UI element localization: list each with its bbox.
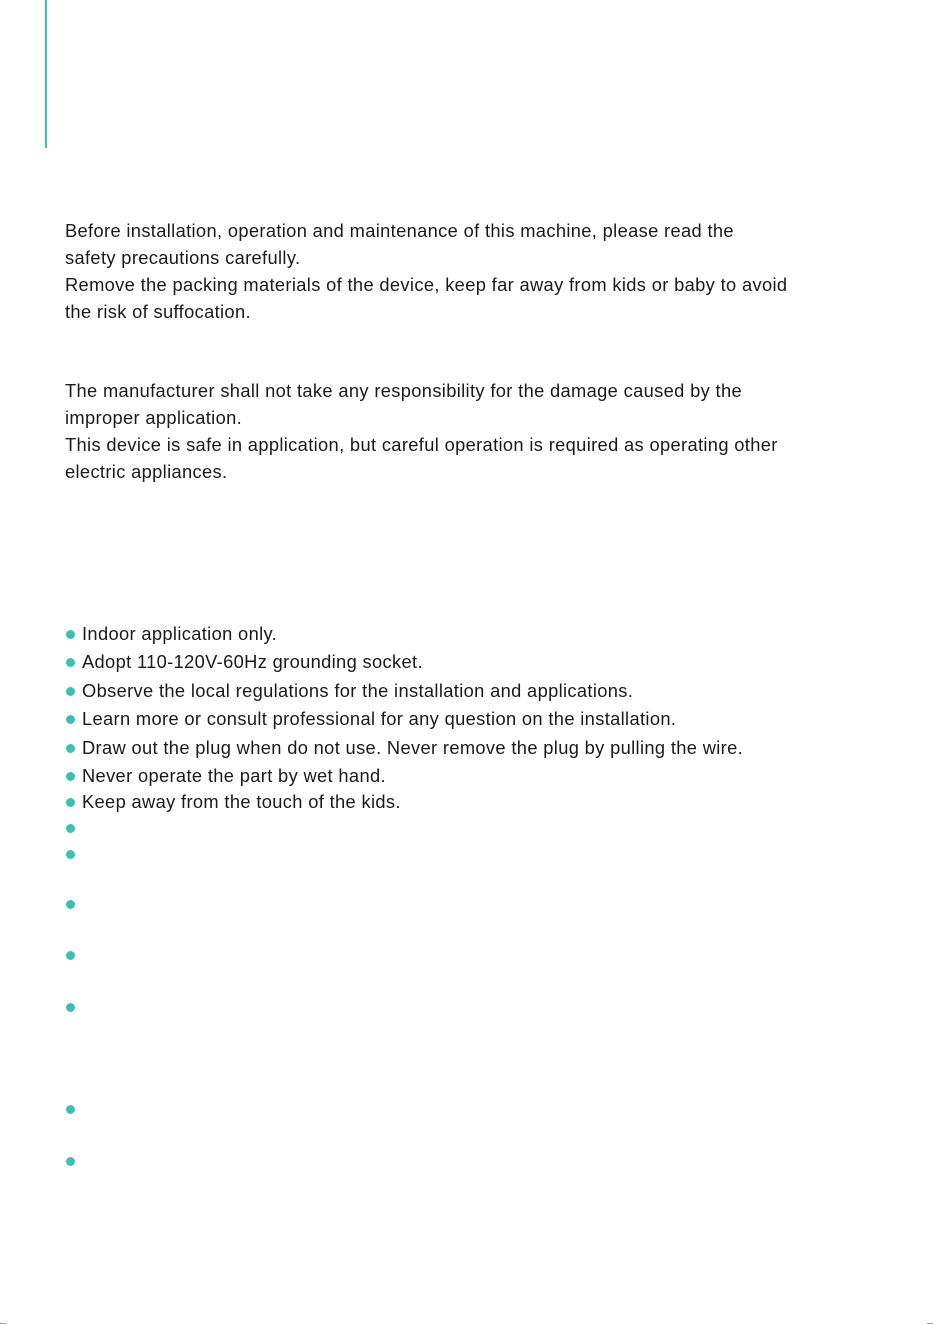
bullet-dot-icon: [66, 658, 75, 667]
precaution-item: [66, 651, 423, 673]
precaution-item: [66, 680, 633, 702]
precaution-item: [66, 817, 82, 839]
precaution-item: [66, 944, 82, 966]
precaution-item: [66, 843, 82, 865]
precaution-text: Observe the local regulations for the installation and applications.: [82, 680, 634, 701]
precaution-item: [66, 708, 676, 730]
bullet-dot-icon: [66, 850, 75, 859]
intro-line: the risk of suffocation.: [65, 301, 251, 322]
bullet-dot-icon: [66, 744, 75, 753]
precaution-text: Indoor application only.: [82, 623, 278, 644]
bullet-dot-icon: [66, 715, 75, 724]
disclaimer-line: This device is safe in application, but careful operation is required as operating other: [65, 434, 778, 455]
precaution-item: [66, 996, 82, 1018]
precaution-text: Draw out the plug when do not use. Never remove the plug by pulling the wire.: [82, 737, 744, 758]
bullet-dot-icon: [66, 951, 75, 960]
bullet-dot-icon: [66, 772, 75, 781]
precaution-item: [66, 765, 386, 787]
bullet-dot-icon: [66, 824, 75, 833]
intro-line: safety precautions carefully.: [65, 247, 301, 268]
precaution-item: [66, 737, 743, 759]
intro-paragraph: [65, 217, 787, 325]
bullet-dot-icon: [66, 798, 75, 807]
precaution-text: Keep away from the touch of the kids.: [82, 791, 401, 812]
precaution-text: Never operate the part by wet hand.: [82, 765, 386, 786]
bullet-dot-icon: [66, 630, 75, 639]
bullet-dot-icon: [66, 1003, 75, 1012]
precaution-text: Adopt 110-120V-60Hz grounding socket.: [82, 651, 423, 672]
accent-bar: [45, 0, 47, 148]
bullet-dot-icon: [66, 1157, 75, 1166]
precaution-text: Learn more or consult professional for any question on the installation.: [82, 708, 677, 729]
bullet-dot-icon: [66, 900, 75, 909]
disclaimer-line: The manufacturer shall not take any responsibility for the damage caused by the: [65, 380, 742, 401]
precaution-item: [66, 791, 401, 813]
disclaimer-paragraph: [65, 377, 778, 485]
bullet-dot-icon: [66, 687, 75, 696]
intro-line: Before installation, operation and maintenance of this machine, please read the: [65, 220, 734, 241]
precaution-item: [66, 893, 82, 915]
precaution-item: [66, 623, 277, 645]
precaution-item: [66, 1150, 82, 1172]
intro-line: Remove the packing materials of the device, keep far away from kids or baby to avoid: [65, 274, 788, 295]
precaution-item: [66, 1098, 82, 1120]
disclaimer-line: electric appliances.: [65, 461, 228, 482]
disclaimer-line: improper application.: [65, 407, 243, 428]
bullet-dot-icon: [66, 1105, 75, 1114]
